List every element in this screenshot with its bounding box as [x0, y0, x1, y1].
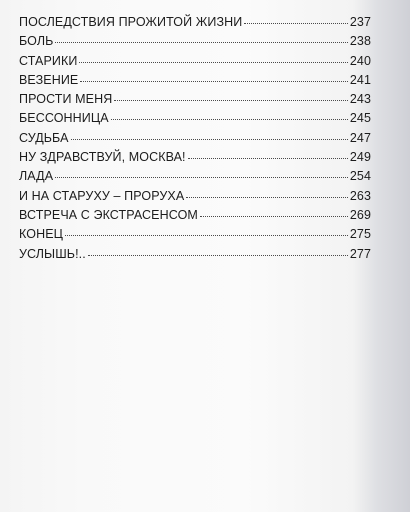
toc-entry-title: НУ ЗДРАВСТВУЙ, МОСКВА!: [19, 150, 186, 165]
toc-leader-dots: [79, 62, 347, 63]
toc-entry-page: 245: [349, 111, 371, 126]
toc-entry: [19, 15, 371, 34]
toc-entry-title: БЕССОННИЦА: [19, 111, 109, 126]
table-of-contents: [19, 15, 371, 266]
toc-entry-title: УСЛЫШЬ!..: [19, 246, 86, 261]
toc-entry-page: 241: [349, 72, 371, 87]
toc-leader-dots: [71, 139, 348, 140]
toc-entry: [19, 227, 371, 246]
toc-leader-dots: [80, 81, 348, 82]
toc-entry: [19, 247, 371, 266]
toc-entry: [19, 54, 371, 73]
toc-entry-title: СУДЬБА: [19, 130, 69, 145]
toc-entry-page: 277: [349, 246, 371, 261]
toc-leader-dots: [65, 235, 348, 236]
toc-entry-title: ПРОСТИ МЕНЯ: [19, 92, 113, 107]
toc-leader-dots: [88, 255, 348, 256]
toc-entry: [19, 208, 371, 227]
toc-entry-page: 275: [349, 227, 371, 242]
toc-entry: [19, 92, 371, 111]
toc-entry: [19, 131, 371, 150]
toc-entry-title: ПОСЛЕДСТВИЯ ПРОЖИТОЙ ЖИЗНИ: [19, 15, 243, 29]
toc-entry-title: КОНЕЦ: [19, 227, 63, 242]
toc-entry-title: ЛАДА: [19, 169, 54, 184]
toc-leader-dots: [186, 197, 348, 198]
toc-entry: [19, 150, 371, 169]
toc-entry: [19, 189, 371, 208]
toc-entry-title: И НА СТАРУХУ – ПРОРУХА: [19, 188, 185, 203]
toc-entry-page: 269: [349, 207, 371, 222]
toc-entry-page: 240: [349, 53, 371, 68]
toc-entry-title: СТАРИКИ: [19, 53, 78, 68]
toc-entry: [19, 169, 371, 188]
toc-leader-dots: [111, 119, 348, 120]
toc-leader-dots: [114, 100, 347, 101]
toc-leader-dots: [188, 158, 348, 159]
toc-entry-page: 249: [349, 150, 371, 165]
toc-entry-page: 247: [349, 130, 371, 145]
toc-entry-title: ВСТРЕЧА С ЭКСТРАСЕНСОМ: [19, 207, 198, 222]
toc-leader-dots: [200, 216, 348, 217]
toc-entry-page: 238: [349, 34, 371, 49]
toc-entry-page: 243: [349, 92, 371, 107]
toc-leader-dots: [244, 23, 347, 24]
toc-entry: [19, 34, 371, 53]
toc-entry: [19, 73, 371, 92]
toc-leader-dots: [55, 177, 348, 178]
toc-entry-title: БОЛЬ: [19, 34, 54, 49]
toc-entry-page: 237: [349, 15, 371, 29]
toc-leader-dots: [55, 42, 347, 43]
toc-entry: [19, 111, 371, 130]
toc-entry-page: 263: [349, 188, 371, 203]
toc-entry-page: 254: [349, 169, 371, 184]
toc-entry-title: ВЕЗЕНИЕ: [19, 72, 79, 87]
